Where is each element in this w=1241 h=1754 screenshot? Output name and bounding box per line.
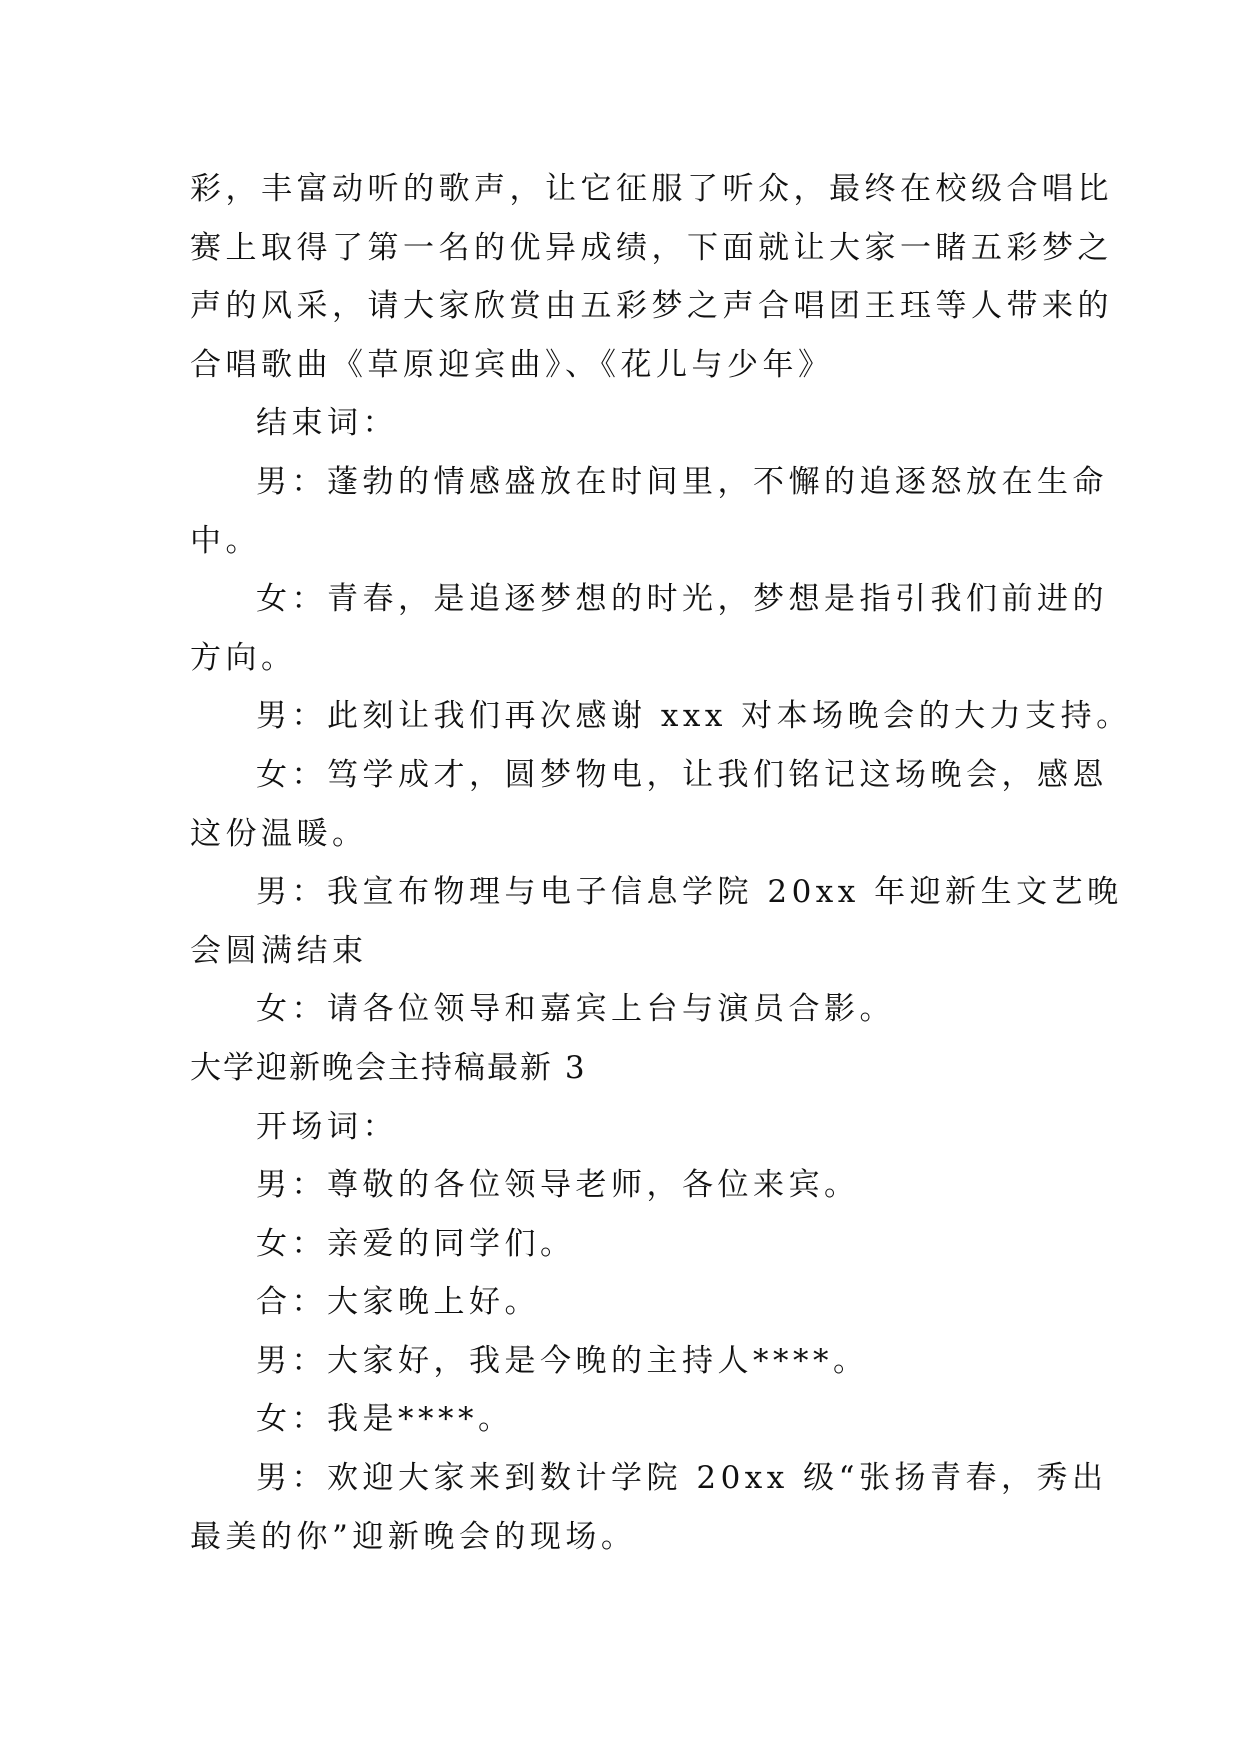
dialogue-continuation: 中。 — [190, 522, 261, 559]
dialogue-line: 男：欢迎大家来到数计学院 20xx 级“张扬青春，秀出 — [256, 1460, 1108, 1497]
section-label-opening: 开场词： — [256, 1108, 398, 1145]
dialogue-line: 男：我宣布物理与电子信息学院 20xx 年迎新生文艺晚 — [256, 874, 1123, 911]
dialogue-line: 女：笃学成才，圆梦物电，让我们铭记这场晚会，感恩 — [256, 756, 1108, 793]
dialogue-continuation: 方向。 — [190, 639, 297, 676]
dialogue-continuation: 最美的你”迎新晚会的现场。 — [190, 1518, 637, 1555]
paragraph-line: 赛上取得了第一名的优异成绩，下面就让大家一睹五彩梦之 — [190, 229, 1113, 266]
dialogue-continuation: 会圆满结束 — [190, 932, 368, 969]
section-label-closing: 结束词： — [256, 405, 398, 442]
dialogue-line: 男：此刻让我们再次感谢 xxx 对本场晚会的大力支持。 — [256, 698, 1132, 735]
dialogue-line: 男：蓬勃的情感盛放在时间里，不懈的追逐怒放在生命 — [256, 463, 1108, 500]
dialogue-line: 男：大家好，我是今晚的主持人****。 — [256, 1342, 869, 1379]
paragraph-line: 合唱歌曲《草原迎宾曲》、《花儿与少年》 — [190, 346, 834, 383]
dialogue-line: 合：大家晚上好。 — [256, 1284, 540, 1321]
dialogue-line: 男：尊敬的各位领导老师，各位来宾。 — [256, 1167, 860, 1204]
dialogue-line: 女：亲爱的同学们。 — [256, 1225, 576, 1262]
dialogue-continuation: 这份温暖。 — [190, 815, 368, 852]
dialogue-line: 女：青春，是追逐梦想的时光，梦想是指引我们前进的 — [256, 581, 1108, 618]
paragraph-line: 声的风采，请大家欣赏由五彩梦之声合唱团王珏等人带来的 — [190, 288, 1113, 325]
dialogue-line: 女：我是****。 — [256, 1401, 514, 1438]
paragraph-line: 彩，丰富动听的歌声，让它征服了听众，最终在校级合唱比 — [190, 171, 1113, 207]
section-heading: 大学迎新晚会主持稿最新 3 — [190, 1049, 587, 1086]
dialogue-line: 女：请各位领导和嘉宾上台与演员合影。 — [256, 991, 895, 1028]
document-body — [190, 160, 1132, 1566]
